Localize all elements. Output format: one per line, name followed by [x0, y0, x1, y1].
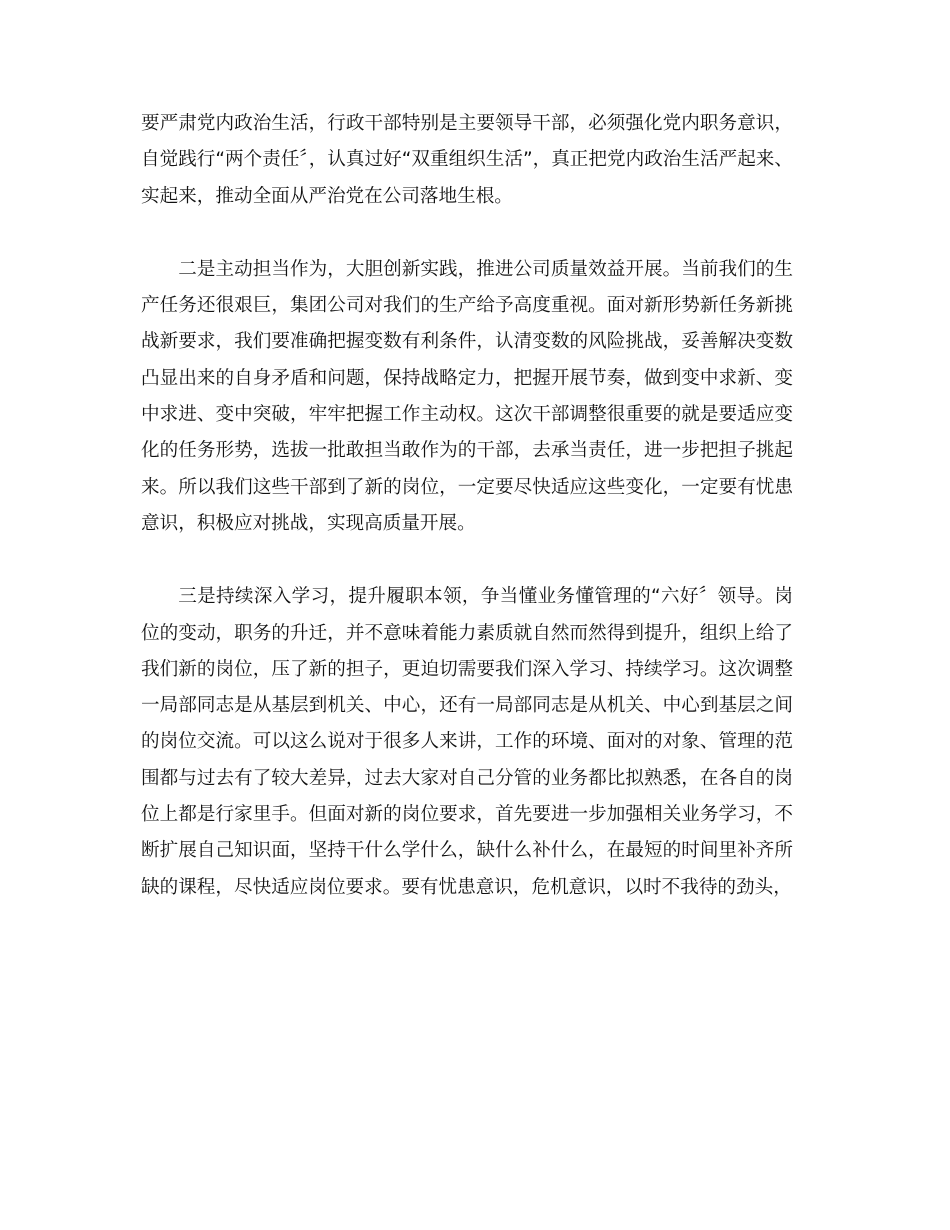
paragraph-point-two: 二是主动担当作为，大胆创新实践，推进公司质量效益开展。当前我们的生产任务还很艰巨，集团公司对我们的生产给予高度重视。面对新形势新任务新挑战新要求，我们要准确把握变数有利条件，认清变数的风险挑战，妥善解决变数凸显出来的自身矛盾和问题，保持战略定力，把握开展节奏，做到变中求新、变中求进、变中突破，牢牢把握工作主动权。这次干部调整很重要的就是要适应变化的任务形势，选拔一批敢担当敢作为的干部，去承当责任，进一步把担子挑起来。所以我们这些干部到了新的岗位，一定要尽快适应这些变化，一定要有忧患意识，积极应对挑战，实现高质量开展。 [141, 258, 793, 534]
paragraph-point-three: 三是持续深入学习，提升履职本领，争当懂业务懂管理的“六好〞领导。岗位的变动，职务的升迁，并不意味着能力素质就自然而然得到提升，组织上给了我们新的岗位，压了新的担子，更迫切需要我们深入学习、持续学习。这次调整一局部同志是从基层到机关、中心，还有一局部同志是从机关、中心到基层之间的岗位交流。可以这么说对于很多人来讲，工作的环境、面对的对象、管理的范围都与过去有了较大差异，过去大家对自己分管的业务都比拟熟悉，在各自的岗位上都是行家里手。但面对新的岗位要求，首先要进一步加强相关业务学习，不断扩展自己知识面，坚持干什么学什么，缺什么补什么，在最短的时间里补齐所缺的课程，尽快适应岗位要求。要有忧患意识，危机意识，以时不我待的劲头， [141, 586, 793, 898]
paragraph-continuation: 要严肃党内政治生活，行政干部特别是主要领导干部，必须强化党内职务意识，自觉践行“两个责任〞，认真过好“双重组织生活”，真正把党内政治生活严起来、实起来，推动全面从严治党在公司落地生根。 [141, 113, 793, 207]
document-body [141, 106, 793, 906]
